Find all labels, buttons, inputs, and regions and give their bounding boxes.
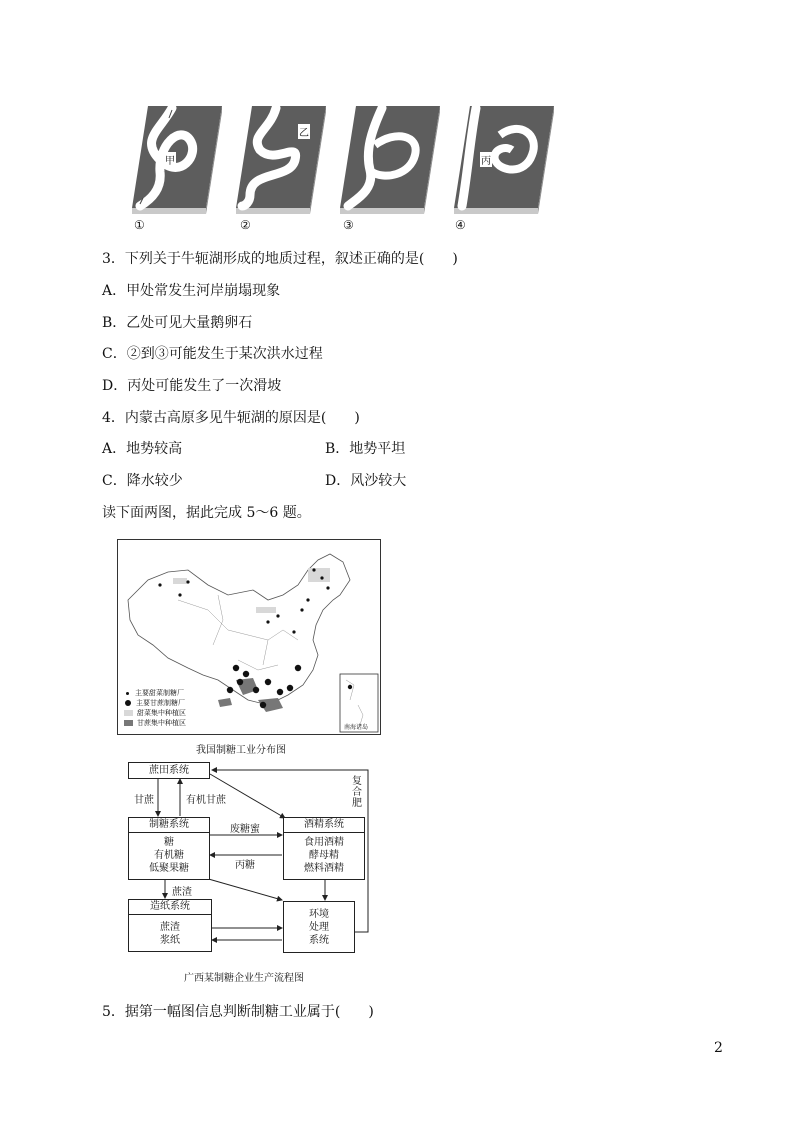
- number-3: ③: [343, 218, 354, 232]
- label-jia: 甲: [164, 152, 176, 167]
- legend-beet-zone: 甜菜集中种植区: [122, 708, 232, 718]
- number-2: ②: [240, 218, 251, 232]
- label-yi: 乙: [298, 124, 310, 139]
- number-1: ①: [134, 218, 145, 232]
- box-field-system: 蔗田系统: [128, 762, 210, 779]
- page-number: 2: [714, 1040, 723, 1056]
- legend-cane-factory: 主要甘蔗制糖厂: [122, 698, 232, 708]
- box-alcohol-system: 酒精系统 食用酒精 酵母精 燃料酒精: [283, 817, 365, 880]
- q3-option-c: C．②到③可能发生于某次洪水过程: [102, 346, 323, 362]
- map-inset-label: 南海诸岛: [344, 724, 369, 731]
- arrow-label-ganzhe: 甘蔗: [134, 795, 154, 806]
- q3-option-a: A．甲处常发生河岸崩塌现象: [102, 283, 281, 299]
- map-legend: [122, 688, 232, 728]
- q4-option-c: C．降水较少: [102, 473, 183, 489]
- meander-diagram: [100, 100, 560, 235]
- q5-stem: 5．据第一幅图信息判断制糖工业属于( ): [102, 1004, 374, 1020]
- legend-dark-swatch-icon: [124, 720, 133, 726]
- map-caption: 我国制糖工业分布图: [196, 745, 286, 756]
- label-bing: 丙: [480, 152, 492, 167]
- legend-large-dot-icon: [125, 700, 131, 706]
- intro-text: 读下面两图，据此完成 5～6 题。: [102, 505, 311, 521]
- q3-option-d: D．丙处可能发生了一次滑坡: [102, 378, 282, 394]
- arrow-label-fuhefei: 复合肥: [352, 776, 362, 809]
- q4-stem: 4．内蒙古高原多见牛轭湖的原因是( ): [102, 410, 360, 426]
- legend-small-dot-icon: [126, 692, 129, 695]
- legend-light-swatch-icon: [124, 710, 133, 716]
- q4-option-b: B．地势平坦: [325, 441, 406, 457]
- meander-block-1: [132, 106, 222, 214]
- box-environment-system: 环境 处理 系统: [283, 901, 355, 953]
- meander-block-3: [340, 106, 440, 214]
- sugar-industry-map: [117, 539, 381, 735]
- q4-option-a: A．地势较高: [102, 441, 183, 457]
- box-sugar-system: 制糖系统 糖 有机糖 低聚果糖: [128, 817, 210, 880]
- flowchart-caption: 广西某制糖企业生产流程图: [184, 973, 304, 984]
- arrow-label-feitang: 废糖蜜: [230, 824, 260, 835]
- legend-beet-factory: 主要甜菜制糖厂: [122, 688, 232, 698]
- q3-option-b: B．乙处可见大量鹅卵石: [102, 315, 253, 331]
- arrow-label-bingtang: 丙糖: [235, 860, 255, 871]
- q3-stem: 3．下列关于牛轭湖形成的地质过程，叙述正确的是( ): [102, 251, 458, 267]
- arrow-label-youji: 有机甘蔗: [186, 795, 226, 806]
- meander-block-4: [454, 106, 554, 214]
- meander-block-2: [236, 106, 326, 214]
- arrow-label-zhazha: 蔗渣: [172, 887, 192, 898]
- number-4: ④: [455, 218, 466, 232]
- meander-illustration: [100, 100, 560, 235]
- q4-option-d: D．风沙较大: [325, 473, 407, 489]
- legend-cane-zone: 甘蔗集中种植区: [122, 718, 232, 728]
- box-paper-system: 造纸系统 蔗渣 浆纸: [128, 899, 212, 952]
- production-flowchart: [120, 760, 380, 965]
